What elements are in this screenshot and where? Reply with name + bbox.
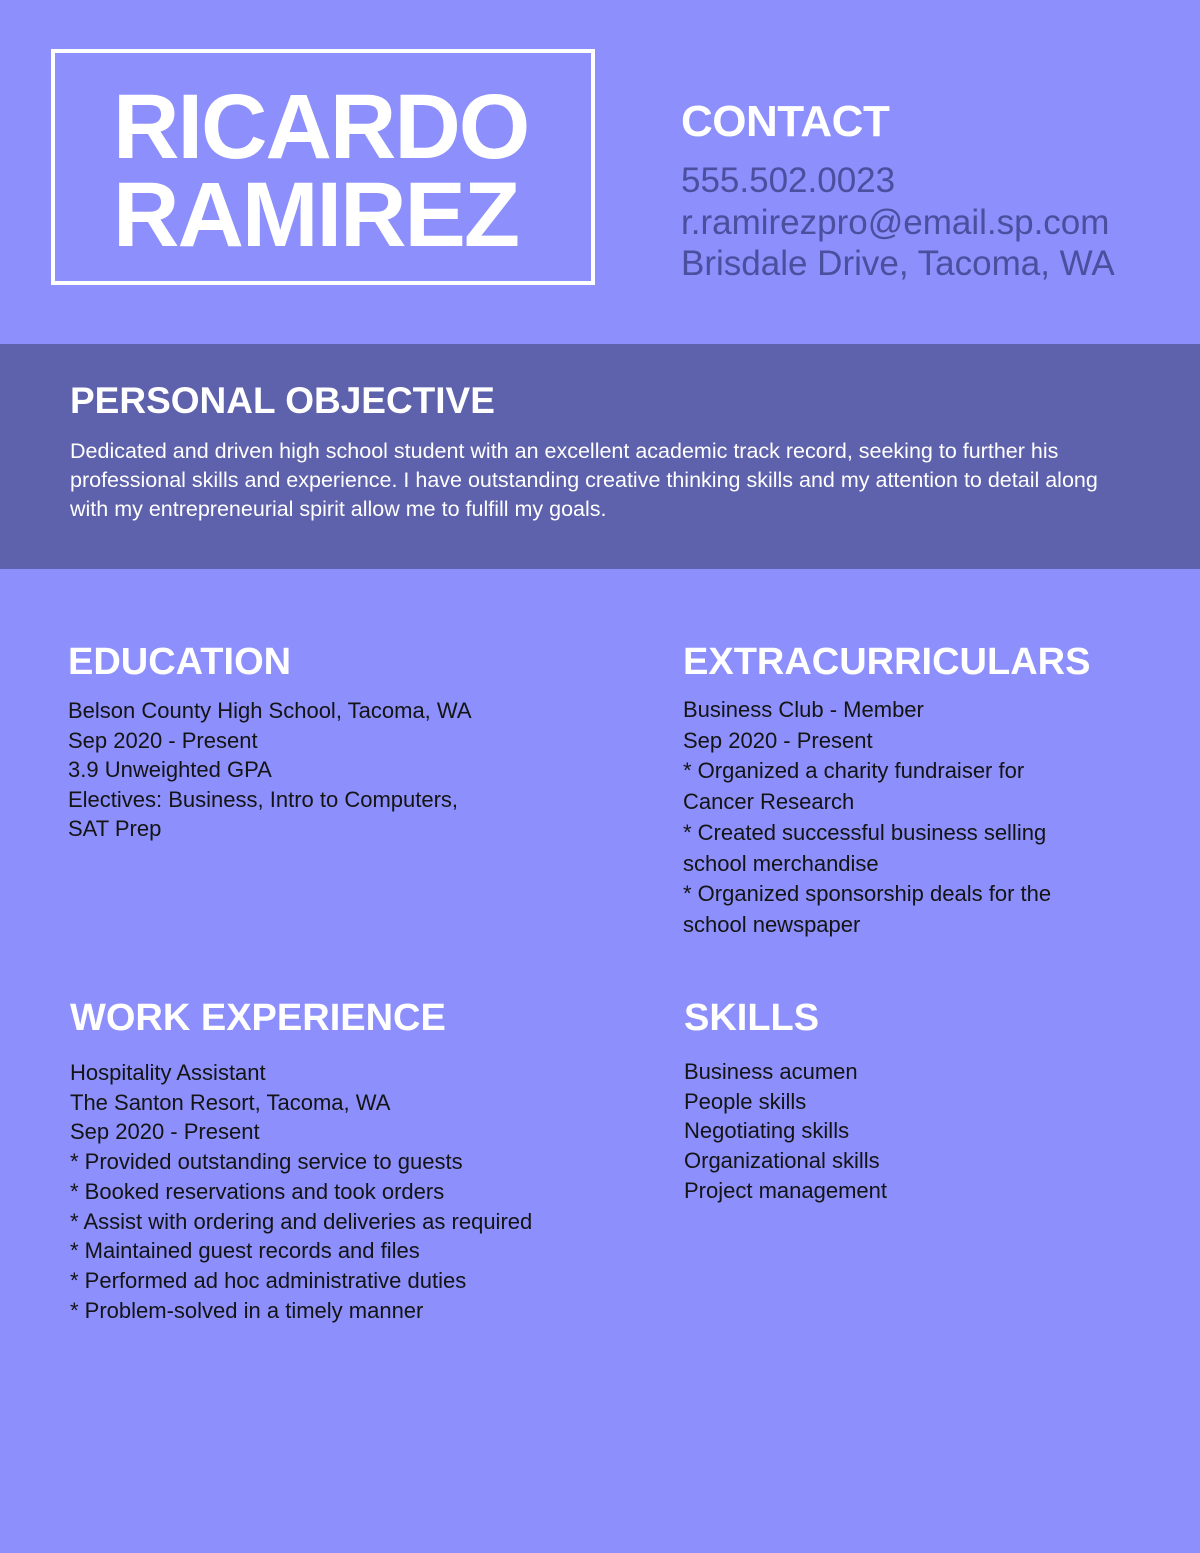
- work-line: Hospitality Assistant: [70, 1060, 266, 1085]
- extracurriculars-line: Cancer Research: [683, 789, 855, 815]
- education-line: SAT Prep: [68, 816, 162, 841]
- skills-title: SKILLS: [684, 997, 820, 1039]
- name-box: [51, 49, 595, 285]
- work-list: [70, 1058, 532, 1325]
- extracurriculars-title: EXTRACURRICULARS: [683, 641, 1091, 683]
- work-line: * Booked reservations and took orders: [70, 1178, 445, 1204]
- work-line: * Provided outstanding service to guests: [70, 1149, 463, 1175]
- skills-line: Project management: [684, 1177, 887, 1203]
- work-title: WORK EXPERIENCE: [70, 997, 446, 1039]
- education-line: Belson County High School, Tacoma, WA: [68, 698, 472, 723]
- extracurriculars-line: school merchandise: [683, 850, 879, 876]
- skills-line: Organizational skills: [684, 1148, 880, 1174]
- contact-address: Brisdale Drive, Tacoma, WA: [681, 244, 1115, 283]
- objective-title: PERSONAL OBJECTIVE: [70, 380, 495, 421]
- skills-list: [684, 1057, 887, 1206]
- extracurriculars-line: * Organized sponsorship deals for the: [683, 881, 1052, 907]
- contact-phone: 555.502.0023: [681, 161, 896, 200]
- skills-line: People skills: [684, 1088, 807, 1114]
- education-list: [68, 696, 472, 844]
- work-line: * Assist with ordering and deliveries as required: [70, 1208, 533, 1234]
- objective-band: [0, 344, 1200, 569]
- skills-line: Business acumen: [684, 1059, 858, 1084]
- extracurriculars-line: * Created successful business selling: [683, 819, 1047, 845]
- education-line: 3.9 Unweighted GPA: [68, 757, 272, 782]
- skills-line: Negotiating skills: [684, 1118, 850, 1144]
- extracurriculars-line: Sep 2020 - Present: [683, 727, 873, 753]
- education-line: Sep 2020 - Present: [68, 727, 258, 753]
- work-line: Sep 2020 - Present: [70, 1119, 260, 1145]
- extracurriculars-line: * Organized a charity fundraiser for: [683, 758, 1025, 784]
- objective-text: Dedicated and driven high school student with an excellent academic track record, seeking to further his professional skills and experience. I have outstanding creative thinking skills and my attention to detail along with my entrepreneurial spirit allow me to fulfill my goals.: [70, 439, 1098, 521]
- work-line: The Santon Resort, Tacoma, WA: [70, 1089, 391, 1115]
- contact-email: r.ramirezpro@email.sp.com: [681, 203, 1110, 242]
- work-line: * Maintained guest records and files: [70, 1238, 420, 1264]
- extracurriculars-line: Business Club - Member: [683, 697, 924, 722]
- work-line: * Performed ad hoc administrative duties: [70, 1267, 467, 1293]
- extracurriculars-list: [683, 695, 1051, 941]
- extracurriculars-line: school newspaper: [683, 911, 861, 937]
- education-title: EDUCATION: [68, 641, 292, 683]
- work-line: * Problem-solved in a timely manner: [70, 1297, 424, 1323]
- last-name: RAMIREZ: [113, 164, 519, 266]
- contact-title: CONTACT: [681, 97, 890, 146]
- education-line: Electives: Business, Intro to Computers,: [68, 786, 459, 812]
- first-name: RICARDO: [113, 76, 529, 178]
